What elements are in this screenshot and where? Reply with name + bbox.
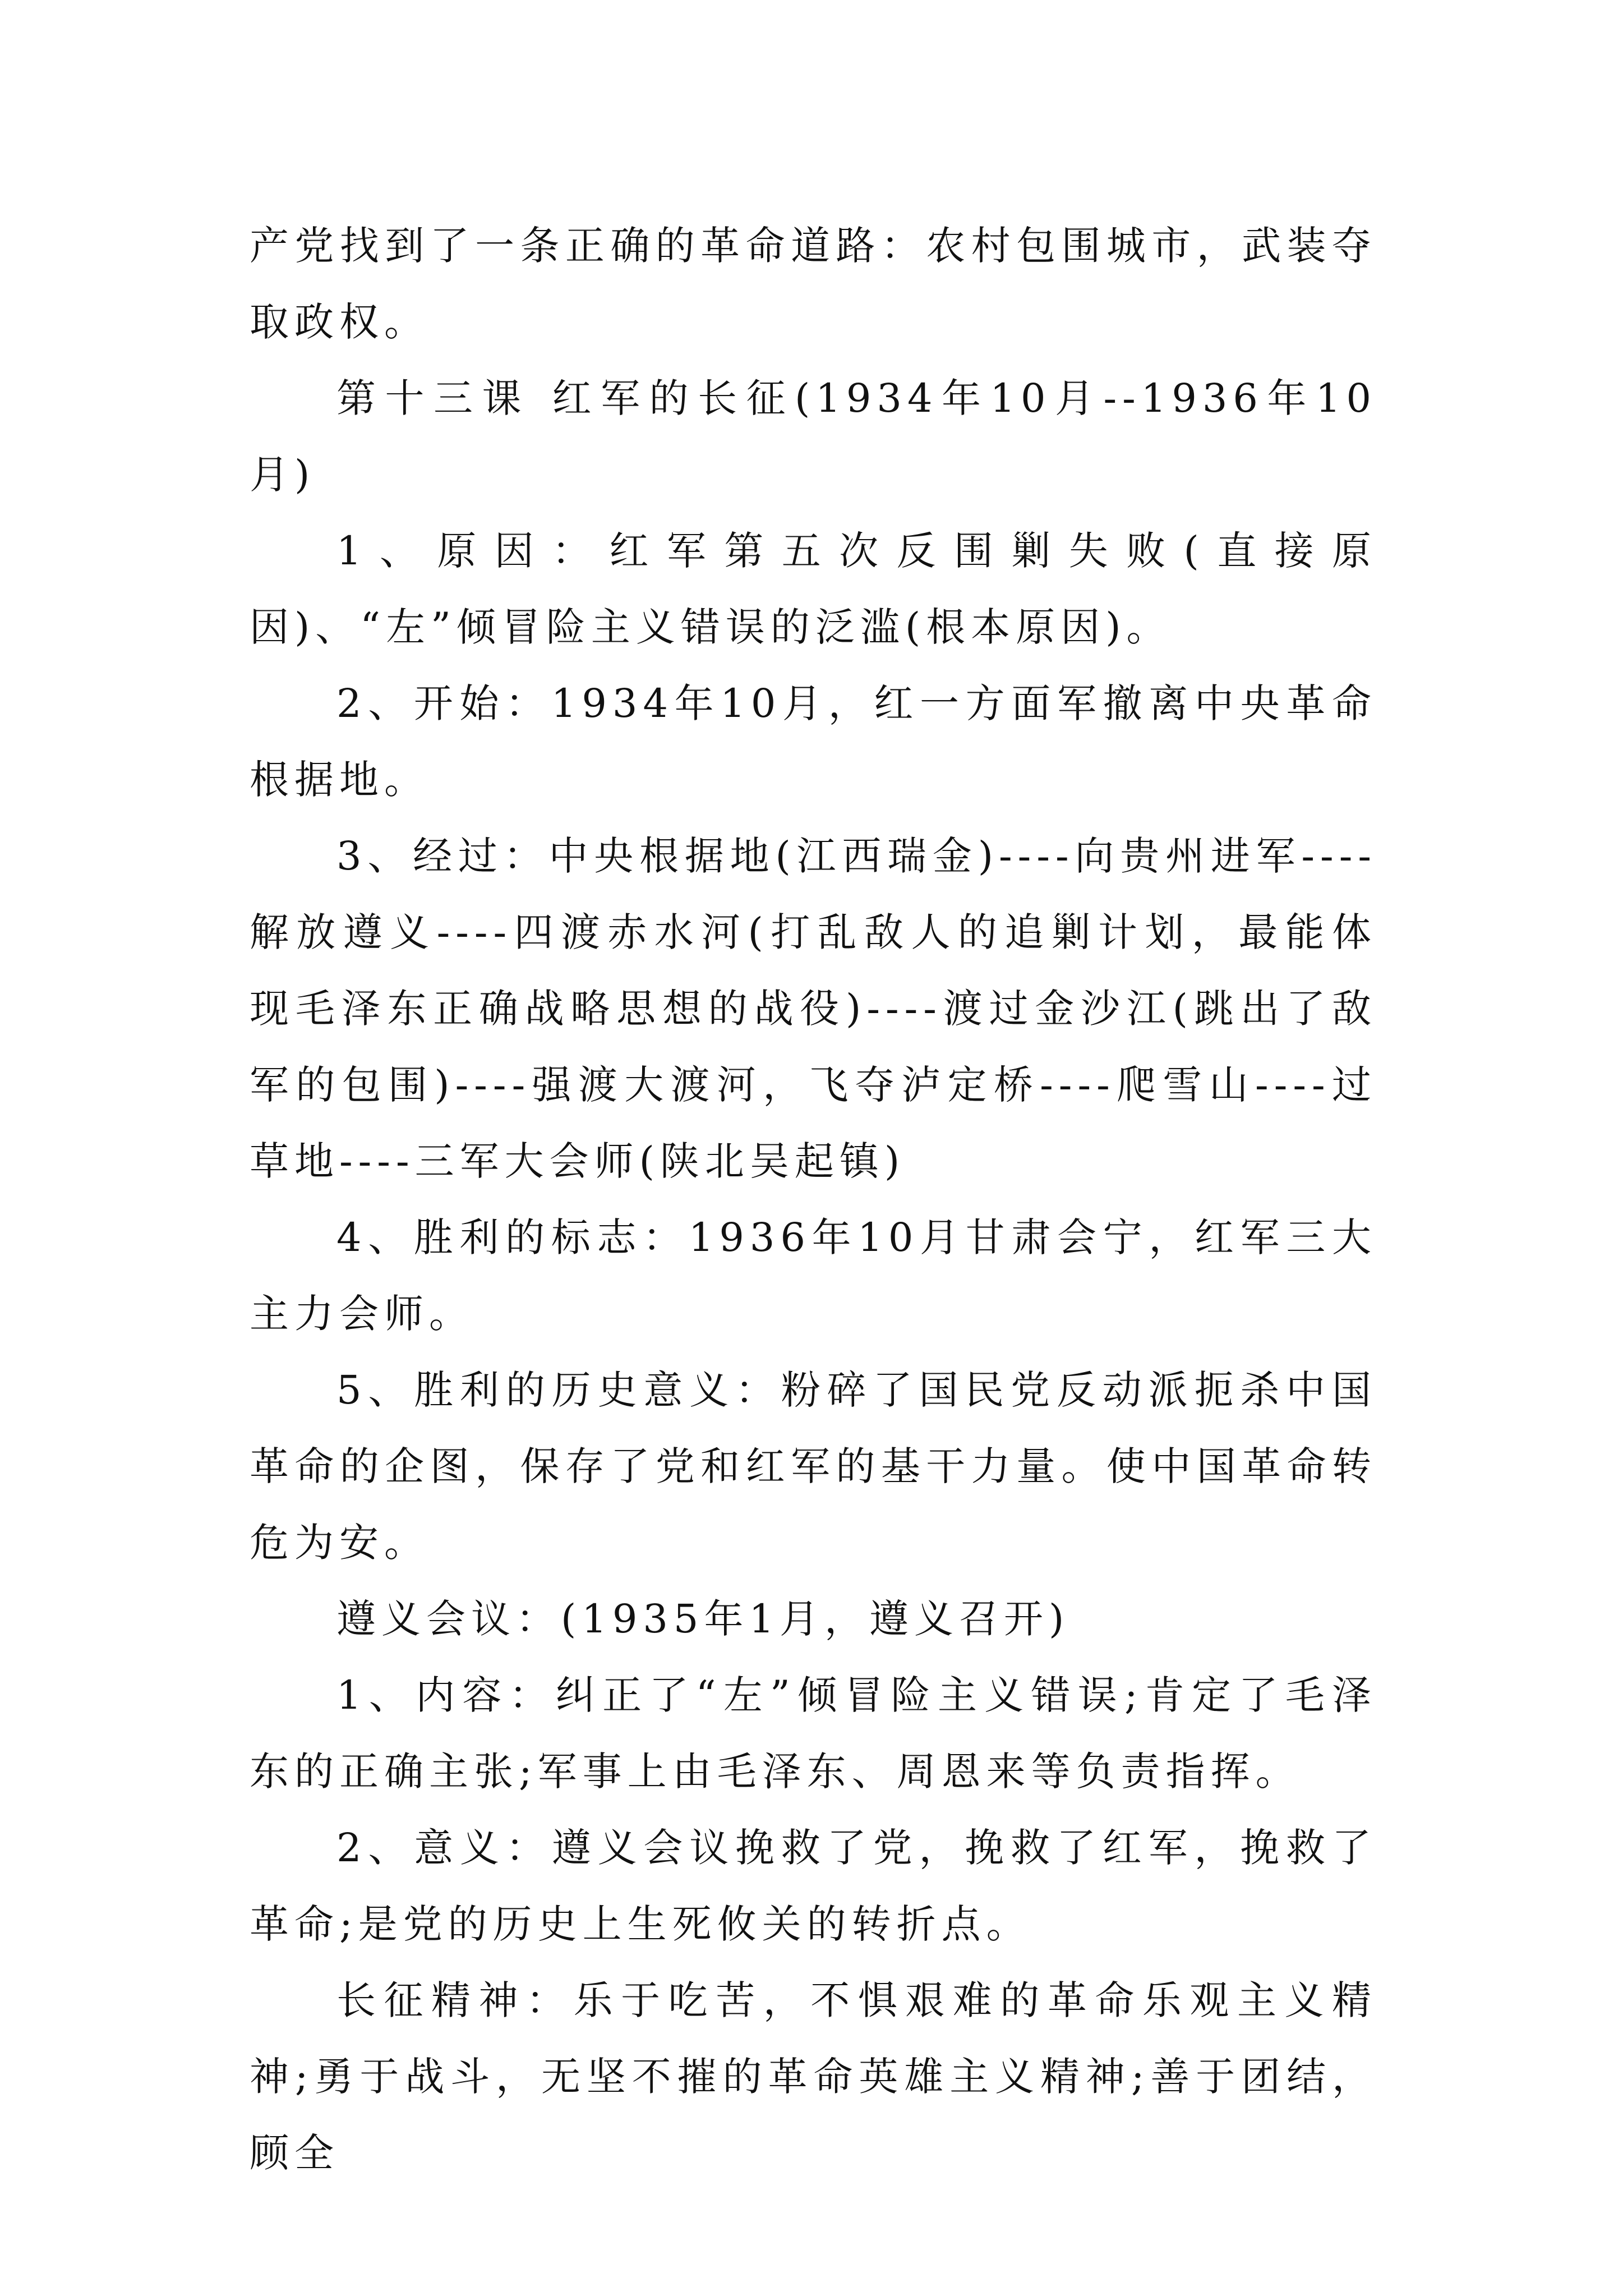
paragraph-continuation: 产党找到了一条正确的革命道路：农村包围城市，武装夺取政权。	[250, 223, 1377, 345]
zunyi-heading: 遵义会议：(1935年1月，遵义召开)	[336, 1596, 1070, 1642]
paragraph-long-march-spirit: 长征精神：乐于吃苦，不惧艰难的革命乐观主义精神;勇于战斗，无坚不摧的革命英雄主义精神;善于团结，顾全	[250, 1977, 1377, 2176]
paragraph-victory-sign: 4、胜利的标志：1936年10月甘肃会宁，红军三大主力会师。	[250, 1214, 1377, 1337]
lesson-heading: 第十三课 红军的长征(1934年10月--1936年10月)	[250, 375, 1377, 498]
paragraph-zunyi-content: 1、内容：纠正了“左”倾冒险主义错误;肯定了毛泽东的正确主张;军事上由毛泽东、周恩来等负责指挥。	[250, 1672, 1377, 1795]
paragraph-zunyi-meaning: 2、意义：遵义会议挽救了党，挽救了红军，挽救了革命;是党的历史上生死攸关的转折点。	[250, 1825, 1377, 1947]
paragraph-start: 2、开始：1934年10月，红一方面军撤离中央革命根据地。	[250, 680, 1377, 803]
document-page	[250, 208, 1377, 2191]
paragraph-cause: 1、原因：红军第五次反围剿失败(直接原因)、“左”倾冒险主义错误的泛滥(根本原因)。	[250, 528, 1377, 650]
paragraph-process: 3、经过：中央根据地(江西瑞金)----向贵州进军----解放遵义----四渡赤水河(打乱敌人的追剿计划，最能体现毛泽东正确战略思想的战役)----渡过金沙江(跳出了敌军的包围)----强渡大渡河，飞夺泸定桥----爬雪山----过草地----三军大会师(陕北吴起镇)	[250, 833, 1377, 1184]
paragraph-significance: 5、胜利的历史意义：粉碎了国民党反动派扼杀中国革命的企图，保存了党和红军的基干力量。使中国革命转危为安。	[250, 1367, 1377, 1566]
